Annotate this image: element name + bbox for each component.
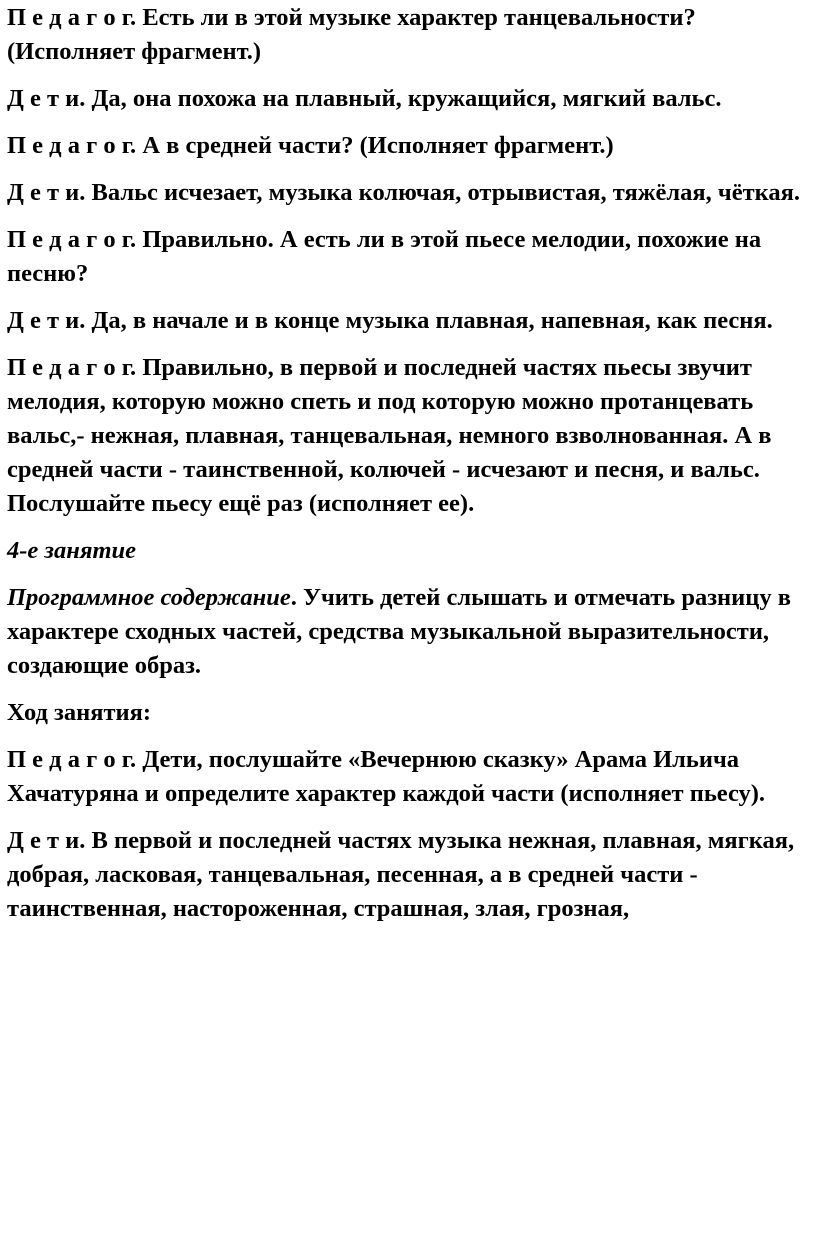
speaker-label: П е д а г о г. xyxy=(7,132,137,159)
dialogue-paragraph-7 xyxy=(0,351,807,521)
dialogue-paragraph-3 xyxy=(0,129,807,163)
paragraph-text: Правильно. А есть ли в этой пьесе мелодии, похожие на песню? xyxy=(7,226,762,287)
paragraph-text: Да, в начале и в конце музыка плавная, напевная, как песня. xyxy=(85,307,773,334)
paragraph-text: Да, она похожа на плавный, кружащийся, мягкий вальс. xyxy=(85,85,722,112)
speaker-label: П е д а г о г. xyxy=(7,4,137,31)
speaker-label: П е д а г о г. xyxy=(7,746,137,773)
speaker-label: П е д а г о г. xyxy=(7,354,137,381)
speaker-label: Д е т и. xyxy=(7,827,86,854)
course-heading xyxy=(0,696,807,730)
dialogue-paragraph-2 xyxy=(0,82,807,116)
paragraph-text: В первой и последней частях музыка нежная, плавная, мягкая, добрая, ласковая, танцевальная, песенная, а в средней части - таинственная, настороженная, страшная, злая, грозная, xyxy=(7,827,795,922)
speaker-label: Д е т и. xyxy=(7,307,86,334)
dialogue-paragraph-9 xyxy=(0,824,807,926)
paragraph-text: Есть ли в этой музыке характер танцевальности? (Исполняет фрагмент.) xyxy=(7,4,696,65)
program-content-paragraph xyxy=(0,581,807,683)
speaker-label: П е д а г о г. xyxy=(7,226,137,253)
dialogue-paragraph-4 xyxy=(0,176,807,210)
dialogue-paragraph-5 xyxy=(0,223,807,291)
dialogue-paragraph-8 xyxy=(0,743,807,811)
paragraph-text: Дети, послушайте «Вечернюю сказку» Арама Ильича Хачатуряна и определите характер каждой части (исполняет пьесу). xyxy=(7,746,766,807)
program-content-label: Программное содержание xyxy=(7,584,291,611)
speaker-label: Д е т и. xyxy=(7,179,86,206)
course-heading-text: Ход занятия: xyxy=(7,699,152,726)
paragraph-text: Правильно, в первой и последней частях пьесы звучит мелодия, которую можно спеть и под которую можно протанцевать вальс,- нежная, плавная, танцевальная, немного взволнованная. А в средней части - таинственной, колючей - исчезают и песня, и вальс. Послушайте пьесу ещё раз (исполняет ее). xyxy=(7,354,772,517)
lesson-heading xyxy=(0,534,807,568)
dialogue-paragraph-1 xyxy=(0,1,807,69)
lesson-heading-text: 4-е занятие xyxy=(7,537,136,564)
speaker-label: Д е т и. xyxy=(7,85,86,112)
dialogue-paragraph-6 xyxy=(0,304,807,338)
program-content-text: . Учить детей слышать и отмечать разницу в характере сходных частей, средства музыкальной выразительности, создающие образ. xyxy=(7,584,791,679)
paragraph-text: А в средней части? (Исполняет фрагмент.) xyxy=(136,132,614,159)
paragraph-text: Вальс исчезает, музыка колючая, отрывистая, тяжёлая, чёткая. xyxy=(85,179,801,206)
